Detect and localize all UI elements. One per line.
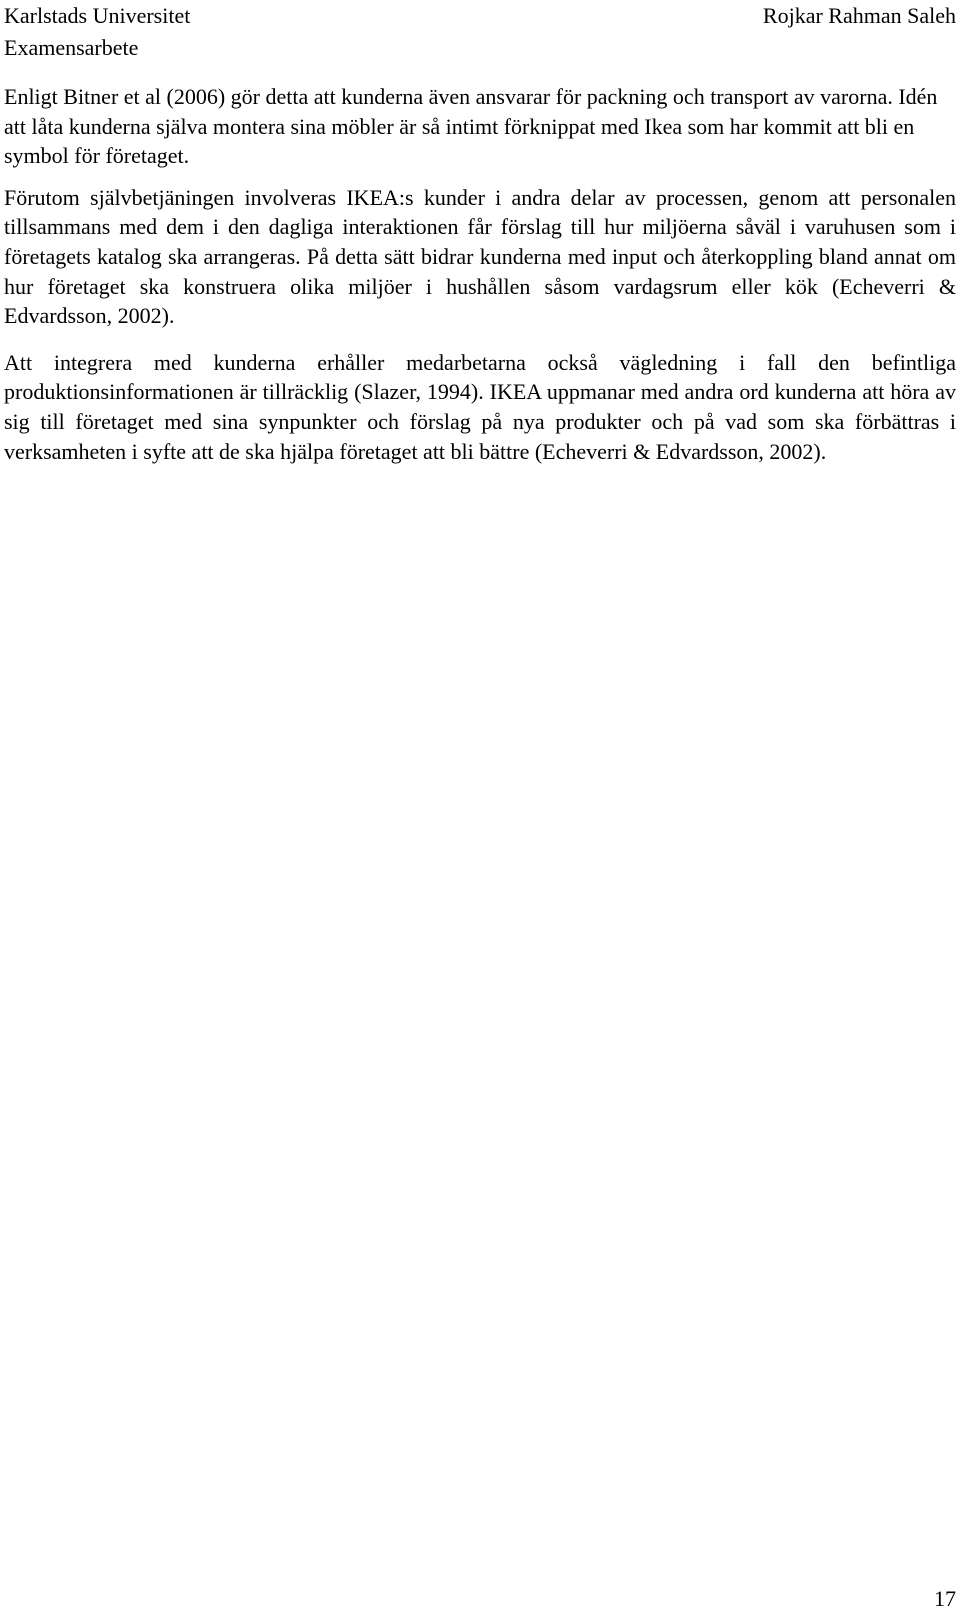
paragraph-3: Att integrera med kunderna erhåller medarbetarna också vägledning i fall den befintliga produktionsinformationen är tillräcklig (Slazer, 1994). IKEA uppmanar med andra ord kunderna att höra av sig till företaget med sina synpunkter och förslag på nya produkter och på vad som ska förbättras i verksamheten i syfte att de ska hjälpa företaget att bli bättre (Echeverri & Edvardsson, 2002). <box>4 349 956 464</box>
university-name: Karlstads Universitet <box>4 3 191 28</box>
page-header <box>4 0 956 64</box>
header-row <box>4 0 956 32</box>
paragraph-2: Förutom självbetjäningen involveras IKEA:s kunder i andra delar av processen, genom att personalen tillsammans med dem i den dagliga interaktionen får förslag till hur miljöerna såväl i varuhusen som i företagets katalog ska arrangeras. På detta sätt bidrar kunderna med input och återkoppling bland annat om hur företaget ska konstruera olika miljöer i hushållen såsom vardagsrum eller kök (Echeverri & Edvardsson, 2002). <box>4 184 956 329</box>
author-name: Rojkar Rahman Saleh <box>762 3 956 28</box>
page-number: 17 <box>934 1586 956 1611</box>
paragraph-1: Enligt Bitner et al (2006) gör detta att kunderna även ansvarar för packning och transport av varorna. Idén att låta kunderna själva montera sina möbler är så intimt förknippat med Ikea som har kommit att bli en symbol för företaget. <box>4 84 938 169</box>
page-body <box>4 82 956 483</box>
document-type: Examensarbete <box>4 35 139 60</box>
